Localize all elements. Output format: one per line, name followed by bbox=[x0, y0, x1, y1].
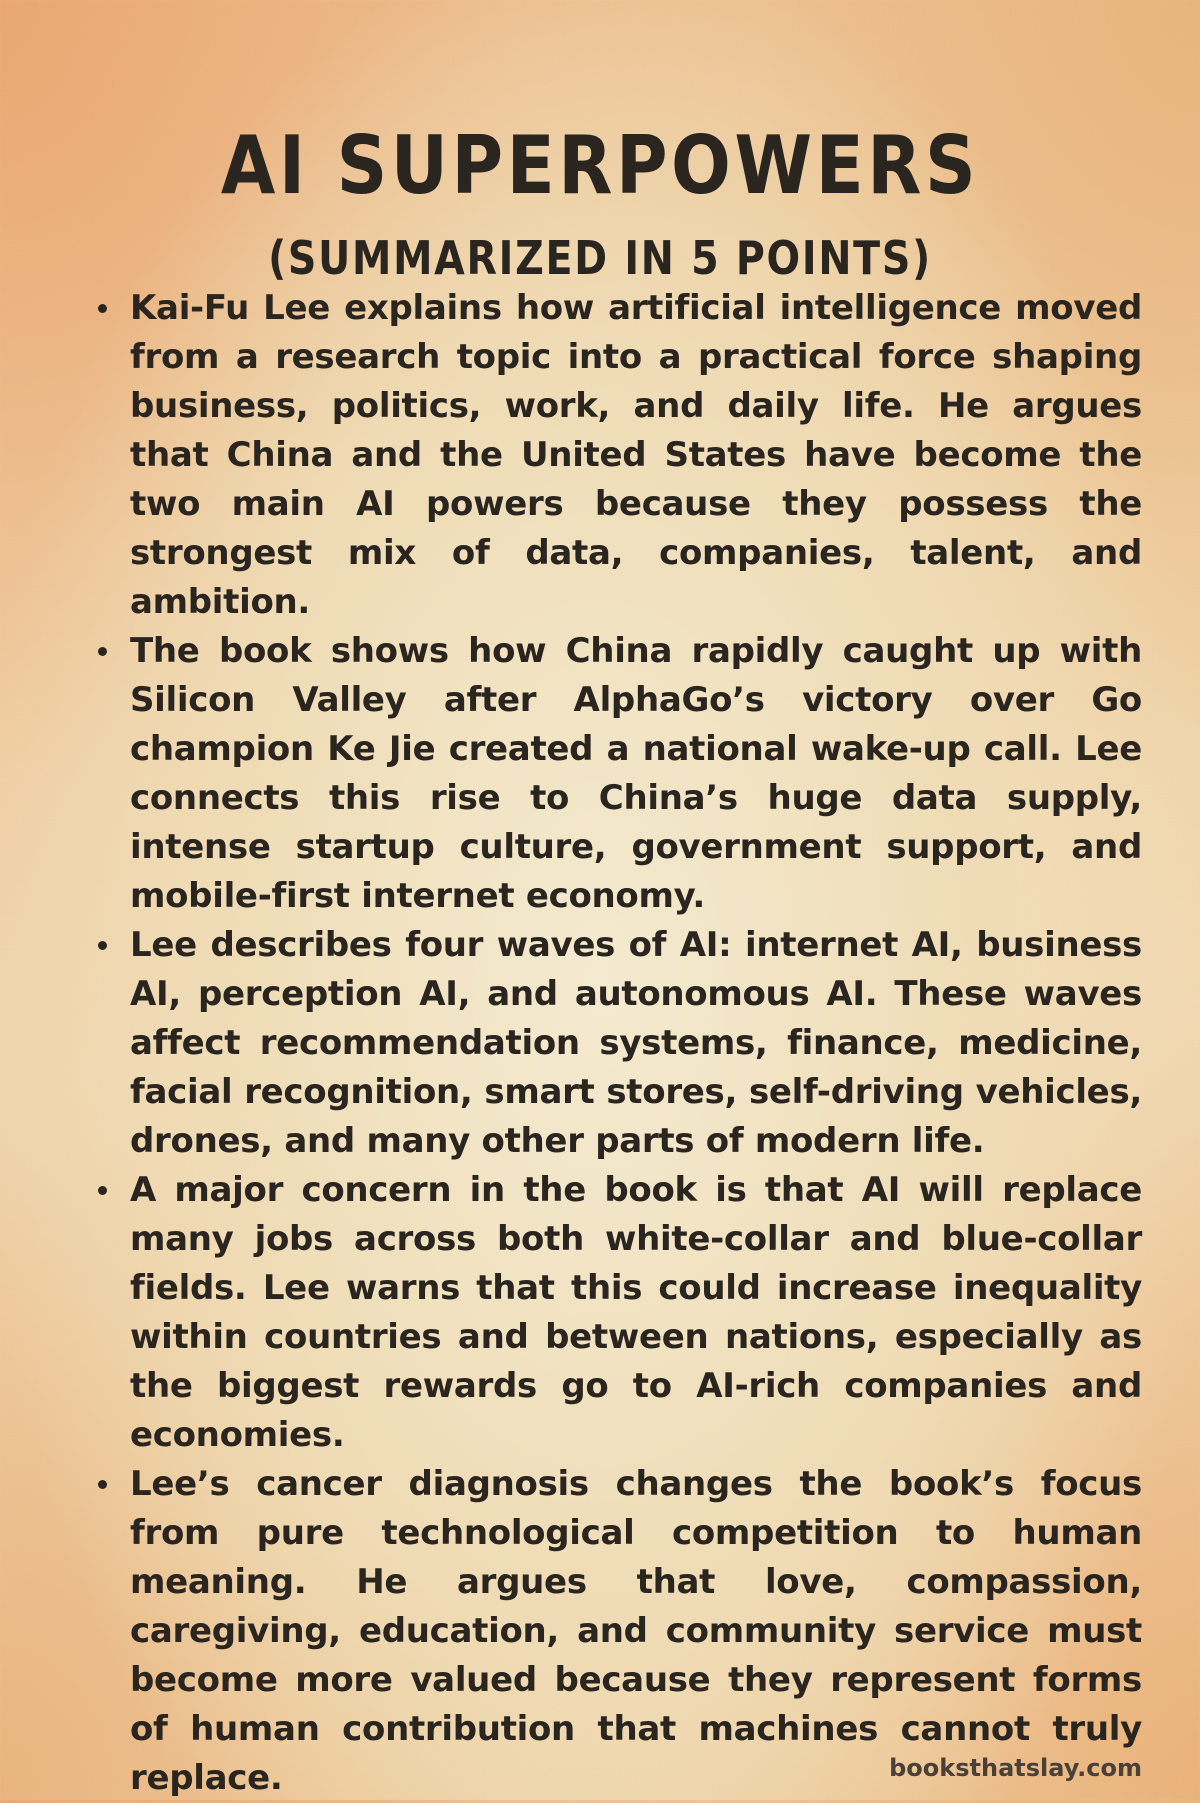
summary-point-5 bbox=[98, 1460, 1142, 1803]
summary-point-text: Kai-Fu Lee explains how artificial intelligence moved from a research topic into a practical force shaping business, politics, work, and daily life. He argues that China and the United States have become the two main AI powers because they possess the strongest mix of data, companies, talent, and ambition. bbox=[130, 288, 1142, 622]
page-subtitle: (SUMMARIZED IN 5 POINTS) bbox=[268, 231, 932, 286]
summary-point-text: Lee’s cancer diagnosis changes the book’s focus from pure technological competition to human meaning. He argues that love, compassion, caregiving, education, and community service must become more valued because they represent forms of human contribution that machines cannot truly replace. bbox=[130, 1464, 1142, 1798]
summary-point-text: A major concern in the book is that AI will replace many jobs across both white-collar and blue-collar fields. Lee warns that this could increase inequality within countries and between nations, especially as the biggest rewards go to AI-rich companies and economies. bbox=[130, 1170, 1142, 1455]
page-title: AI SUPERPOWERS bbox=[220, 118, 980, 212]
bullet-icon bbox=[98, 647, 107, 656]
site-watermark: booksthatslay.com bbox=[889, 1754, 1142, 1782]
bullet-icon bbox=[98, 1480, 107, 1489]
summary-point-1 bbox=[98, 284, 1142, 627]
summary-point-4 bbox=[98, 1166, 1142, 1460]
summary-point-text: Lee describes four waves of AI: internet AI, business AI, perception AI, and autonomous AI. These waves affect recommendation systems, finance, medicine, facial recognition, smart stores, self-driving vehicles, drones, and many other parts of modern life. bbox=[130, 925, 1142, 1161]
summary-point-text: The book shows how China rapidly caught up with Silicon Valley after AlphaGo’s victory over Go champion Ke Jie created a national wake-up call. Lee connects this rise to China’s huge data supply, intense startup culture, government support, and mobile-first internet economy. bbox=[130, 631, 1142, 916]
bullet-icon bbox=[98, 1186, 107, 1195]
summary-points-list bbox=[98, 284, 1142, 1803]
summary-point-3 bbox=[98, 921, 1142, 1166]
summary-point-2 bbox=[98, 627, 1142, 921]
bullet-icon bbox=[98, 304, 107, 313]
bullet-icon bbox=[98, 941, 107, 950]
